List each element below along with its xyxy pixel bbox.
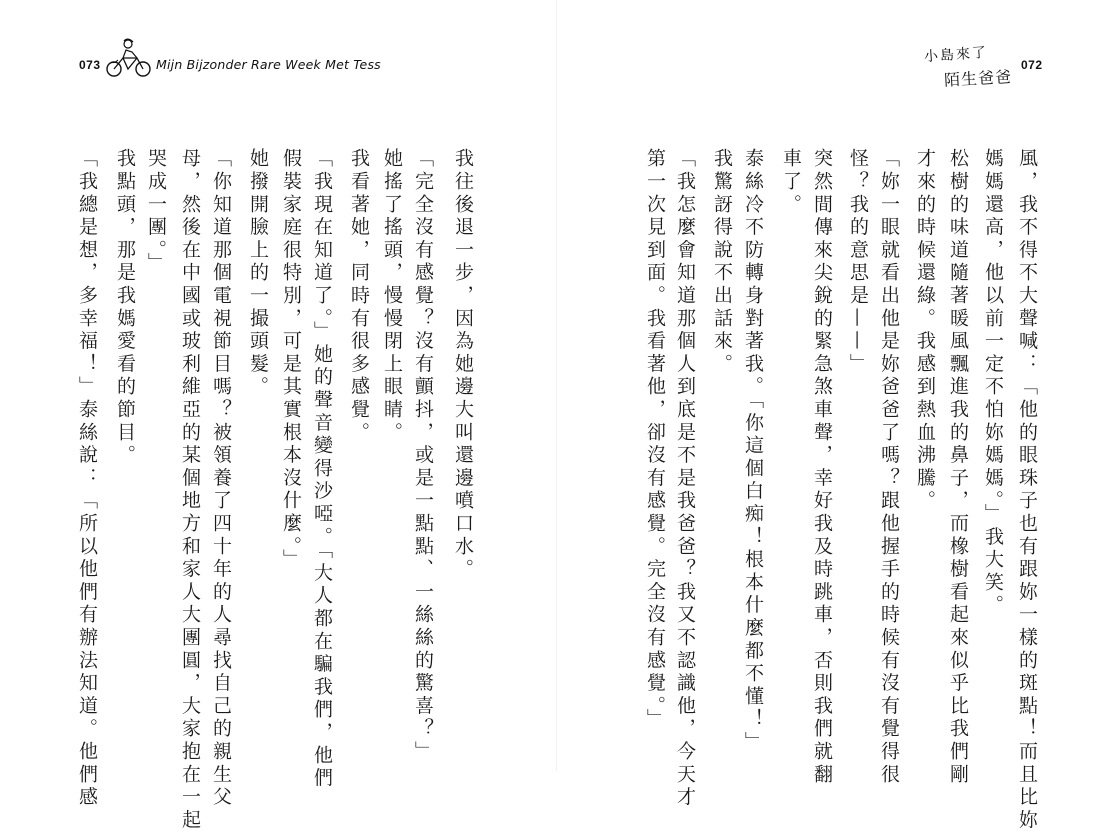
right-text-line-10: 我驚訝得說不出話來。 (711, 148, 733, 376)
left-text-line-1: 我往後退一步，因為她邊大叫還邊噴口水。 (452, 148, 474, 582)
left-text-line-7: 她撥開臉上的一撮頭髮。 (247, 148, 269, 399)
right-text-line-8: 車了。 (780, 148, 802, 217)
right-running-title-logo (922, 42, 1018, 98)
left-text-line-6: 假裝家庭很特別，可是其實根本沒什麼。」 (280, 148, 302, 572)
right-page-number: 072 (1021, 58, 1043, 72)
right-text-line-12: 第一次見到面。我看著他，卻沒有感覺。完全沒有感覺。」 (644, 148, 666, 732)
right-title-line-1: 小島來了 (923, 44, 989, 66)
left-running-title: Mijn Bijzonder Rare Week Met Tess (156, 57, 381, 72)
right-text-line-9: 泰絲冷不防轉身對著我。「你這個白痴！根本什麼都不懂！」 (742, 148, 764, 755)
right-text-line-2: 媽媽還高，他以前一定不怕妳媽媽。」我大笑。 (982, 148, 1004, 618)
right-text-line-3: 松樹的味道隨著暖風飄進我的鼻子，而橡樹看起來似乎比我們剛 (947, 148, 969, 787)
right-text-line-1: 風，我不得不大聲喊：「他的眼珠子也有跟妳一樣的斑點！而且比妳 (1016, 148, 1038, 832)
right-title-line-2: 陌生爸爸 (943, 67, 1013, 90)
right-text-line-6: 怪？我的意思是——」 (847, 148, 869, 376)
left-text-line-12: 「我總是想，多幸福！」泰絲說：「所以他們有辦法知道。他們感 (76, 148, 98, 810)
left-text-line-10: 哭成一團。」 (145, 148, 167, 276)
right-text-line-5: 「妳一眼就看出他是妳爸爸了嗎？跟他握手的時候有沒有覺得很 (878, 148, 900, 787)
cyclist-illustration-icon (106, 36, 152, 78)
right-text-line-11: 「我怎麼會知道那個人到底是不是我爸爸？我又不認識他，今天才 (674, 148, 696, 810)
left-page-number: 073 (79, 58, 101, 72)
right-text-line-4: 才來的時候還綠。我感到熱血沸騰。 (914, 148, 936, 513)
left-text-line-2: 「完全沒有感覺？沒有顫抖，或是一點點、一絲絲的驚喜？」 (412, 148, 434, 764)
left-text-line-4: 我看著她，同時有很多感覺。 (348, 148, 370, 445)
left-text-line-11: 我點頭，那是我媽愛看的節目。 (114, 148, 136, 468)
left-text-line-5: 「我現在知道了。」她的聲音變得沙啞。「大人都在騙我們，他們 (311, 148, 333, 791)
left-text-line-3: 她搖了搖頭，慢慢閉上眼睛。 (381, 148, 403, 445)
left-text-line-8: 「你知道那個電視節目嗎？被領養了四十年的人尋找自己的親生父 (210, 148, 232, 810)
left-text-line-9: 母，然後在中國或玻利維亞的某個地方和家人大團圓，大家抱在一起 (179, 148, 201, 832)
right-text-line-7: 突然間傳來尖銳的緊急煞車聲，幸好我及時跳車，否則我們就翻 (811, 148, 833, 787)
